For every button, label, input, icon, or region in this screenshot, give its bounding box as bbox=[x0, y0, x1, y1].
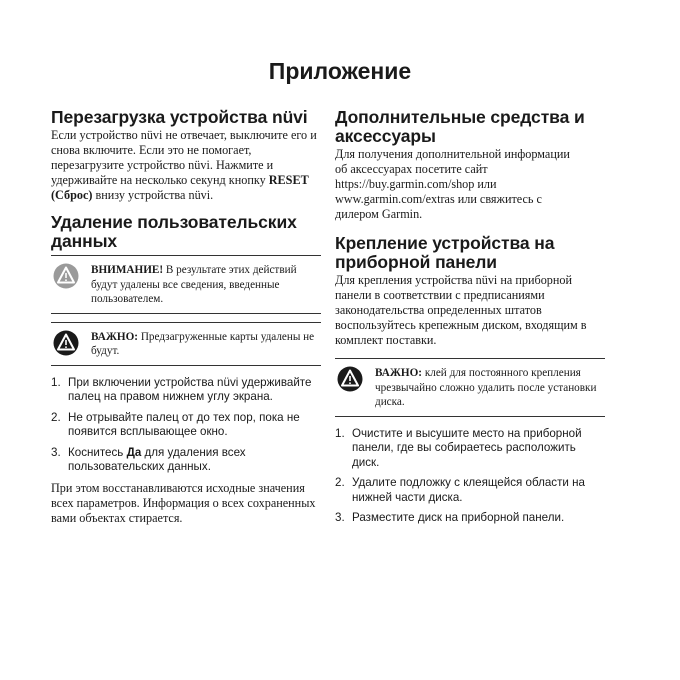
reset-text-part2: внизу устройства nüvi. bbox=[92, 188, 214, 202]
delete-outro: При этом восстанавливаются исходные значения всех параметров. Информация о всех сохраненных вами объектах стирается. bbox=[51, 480, 316, 525]
delete-steps bbox=[51, 376, 321, 475]
important-text bbox=[91, 330, 319, 359]
right-column bbox=[335, 108, 605, 532]
reset-button-name: RESET (Сброс) bbox=[51, 173, 309, 202]
dash-important-text bbox=[375, 366, 603, 410]
important-label: ВАЖНО: bbox=[91, 330, 139, 343]
dash-mount-text: Для крепления устройства nüvi на приборной панели в соответствии с предписаниями законодательства определенных штатов воспользуйтесь крепежным диском, входящим в комплект поставки. bbox=[335, 273, 587, 347]
accessories-text: Для получения дополнительной информации об аксессуарах посетите сайт https://buy.garmin.com/shop или www.garmin.com/extras или свяжитесь с дилером Garmin. bbox=[335, 147, 570, 221]
reset-text-part1: Если устройство nüvi не отвечает, выключите его и снова включите. Если это не помогает, перезагрузите устройство nüvi. Нажмите и удерживайте на несколько секунд кнопку bbox=[51, 128, 317, 187]
list-item: 2. Удалите подложку с клеящейся области на нижней части диска. bbox=[335, 476, 585, 504]
dash-mount-heading: Крепление устройства на приборной панели bbox=[335, 233, 555, 272]
important-body: Предзагруженные карты удалены не будут. bbox=[91, 330, 315, 357]
warning-text bbox=[91, 263, 319, 307]
dash-important-label: ВАЖНО: bbox=[375, 367, 423, 379]
dash-important-notice bbox=[335, 358, 605, 417]
page-title: Приложение bbox=[268, 58, 412, 84]
dash-steps bbox=[335, 427, 605, 526]
list-item: 1. Очистите и высушите место на приборной панели, где вы собираетесь расположить диск. bbox=[335, 426, 582, 469]
dash-mount-section bbox=[335, 234, 605, 526]
accessories-section bbox=[335, 108, 605, 222]
reset-heading: Перезагрузка устройства nüvi bbox=[51, 107, 308, 127]
delete-heading: Удаление пользовательских данных bbox=[51, 212, 297, 251]
reset-section bbox=[51, 108, 321, 203]
yes-option: Да bbox=[126, 445, 142, 459]
warning-label: ВНИМАНИЕ! bbox=[91, 264, 164, 276]
list-item: 2. Не отрывайте палец от до тех пор, пока не появится всплывающее окно. bbox=[51, 410, 300, 438]
list-item: 3. Коснитесь Да для удаления всех пользовательских данных. bbox=[51, 445, 246, 473]
left-column bbox=[51, 108, 321, 526]
list-item: 1. При включении устройства nüvi удерживайте палец на правом нижнем углу экрана. bbox=[51, 375, 312, 403]
warning-notice bbox=[51, 255, 321, 314]
delete-section bbox=[51, 213, 321, 526]
important-icon bbox=[53, 330, 79, 356]
important-icon bbox=[337, 366, 363, 392]
warning-body: В результате этих действий будут удалены все сведения, введенные пользователем. bbox=[91, 264, 297, 305]
warning-icon bbox=[53, 263, 79, 289]
dash-important-body: клей для постоянного крепления чрезвычайно сложно удалить после установки диска. bbox=[375, 367, 597, 408]
list-item: 3. Разместите диск на приборной панели. bbox=[335, 511, 565, 524]
reset-text bbox=[51, 128, 321, 203]
important-notice bbox=[51, 322, 321, 366]
accessories-heading: Дополнительные средства и аксессуары bbox=[335, 107, 585, 146]
